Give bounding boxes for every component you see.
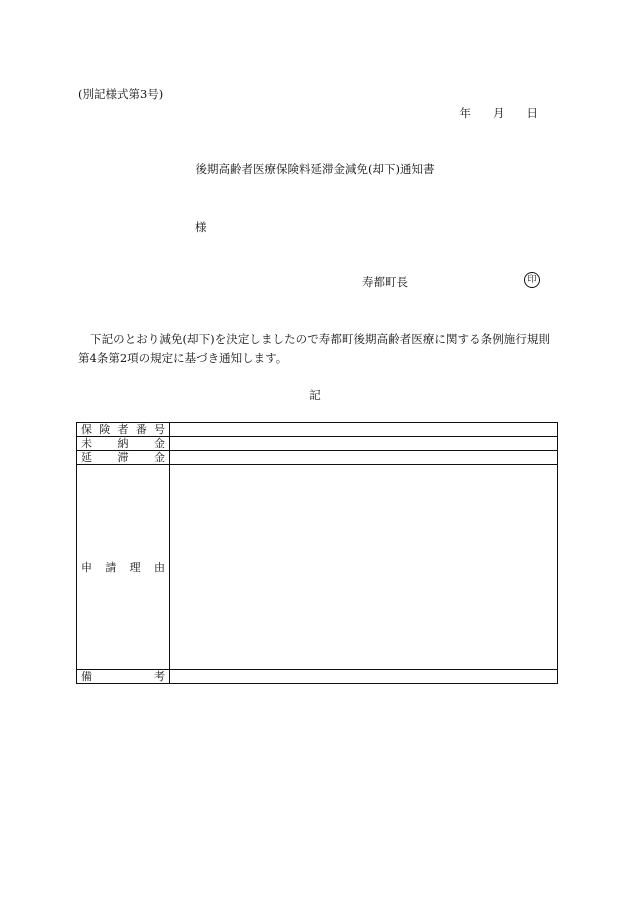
recipient-suffix: 様 bbox=[195, 220, 207, 234]
table-row-remarks bbox=[77, 670, 558, 684]
date-day-label: 日 bbox=[526, 106, 538, 120]
unpaid-amount-label: 未納金 bbox=[77, 437, 170, 451]
insurer-number-label: 保険者番号 bbox=[77, 423, 170, 437]
table-row-unpaid bbox=[77, 437, 558, 451]
unpaid-amount-value bbox=[170, 437, 558, 451]
late-fee-value bbox=[170, 451, 558, 465]
issuer-name: 寿都町長 bbox=[362, 275, 408, 289]
remarks-value bbox=[170, 670, 558, 684]
date-line bbox=[460, 105, 539, 121]
ki-heading: 記 bbox=[309, 388, 321, 402]
table-row-late-fee bbox=[77, 451, 558, 465]
document-title: 後期高齢者医療保険料延滞金減免(却下)通知書 bbox=[195, 162, 435, 176]
remarks-label: 備考 bbox=[77, 670, 170, 684]
table-row-insurer-number bbox=[77, 423, 558, 437]
body-text: 下記のとおり減免(却下)を決定しましたので寿都町後期高齢者医療に関する条例施行規則第4条第2項の規定に基づき通知します。 bbox=[78, 332, 550, 365]
form-number: (別記様式第3号) bbox=[78, 87, 164, 101]
date-year-label: 年 bbox=[459, 106, 471, 120]
record-table bbox=[76, 422, 558, 684]
late-fee-label: 延滞金 bbox=[77, 451, 170, 465]
application-reason-value bbox=[170, 465, 558, 670]
application-reason-label: 申請理由 bbox=[77, 465, 170, 670]
table-row-reason bbox=[77, 465, 558, 670]
date-month-label: 月 bbox=[493, 106, 505, 120]
insurer-number-value bbox=[170, 423, 558, 437]
seal-mark: 印 bbox=[524, 272, 540, 288]
